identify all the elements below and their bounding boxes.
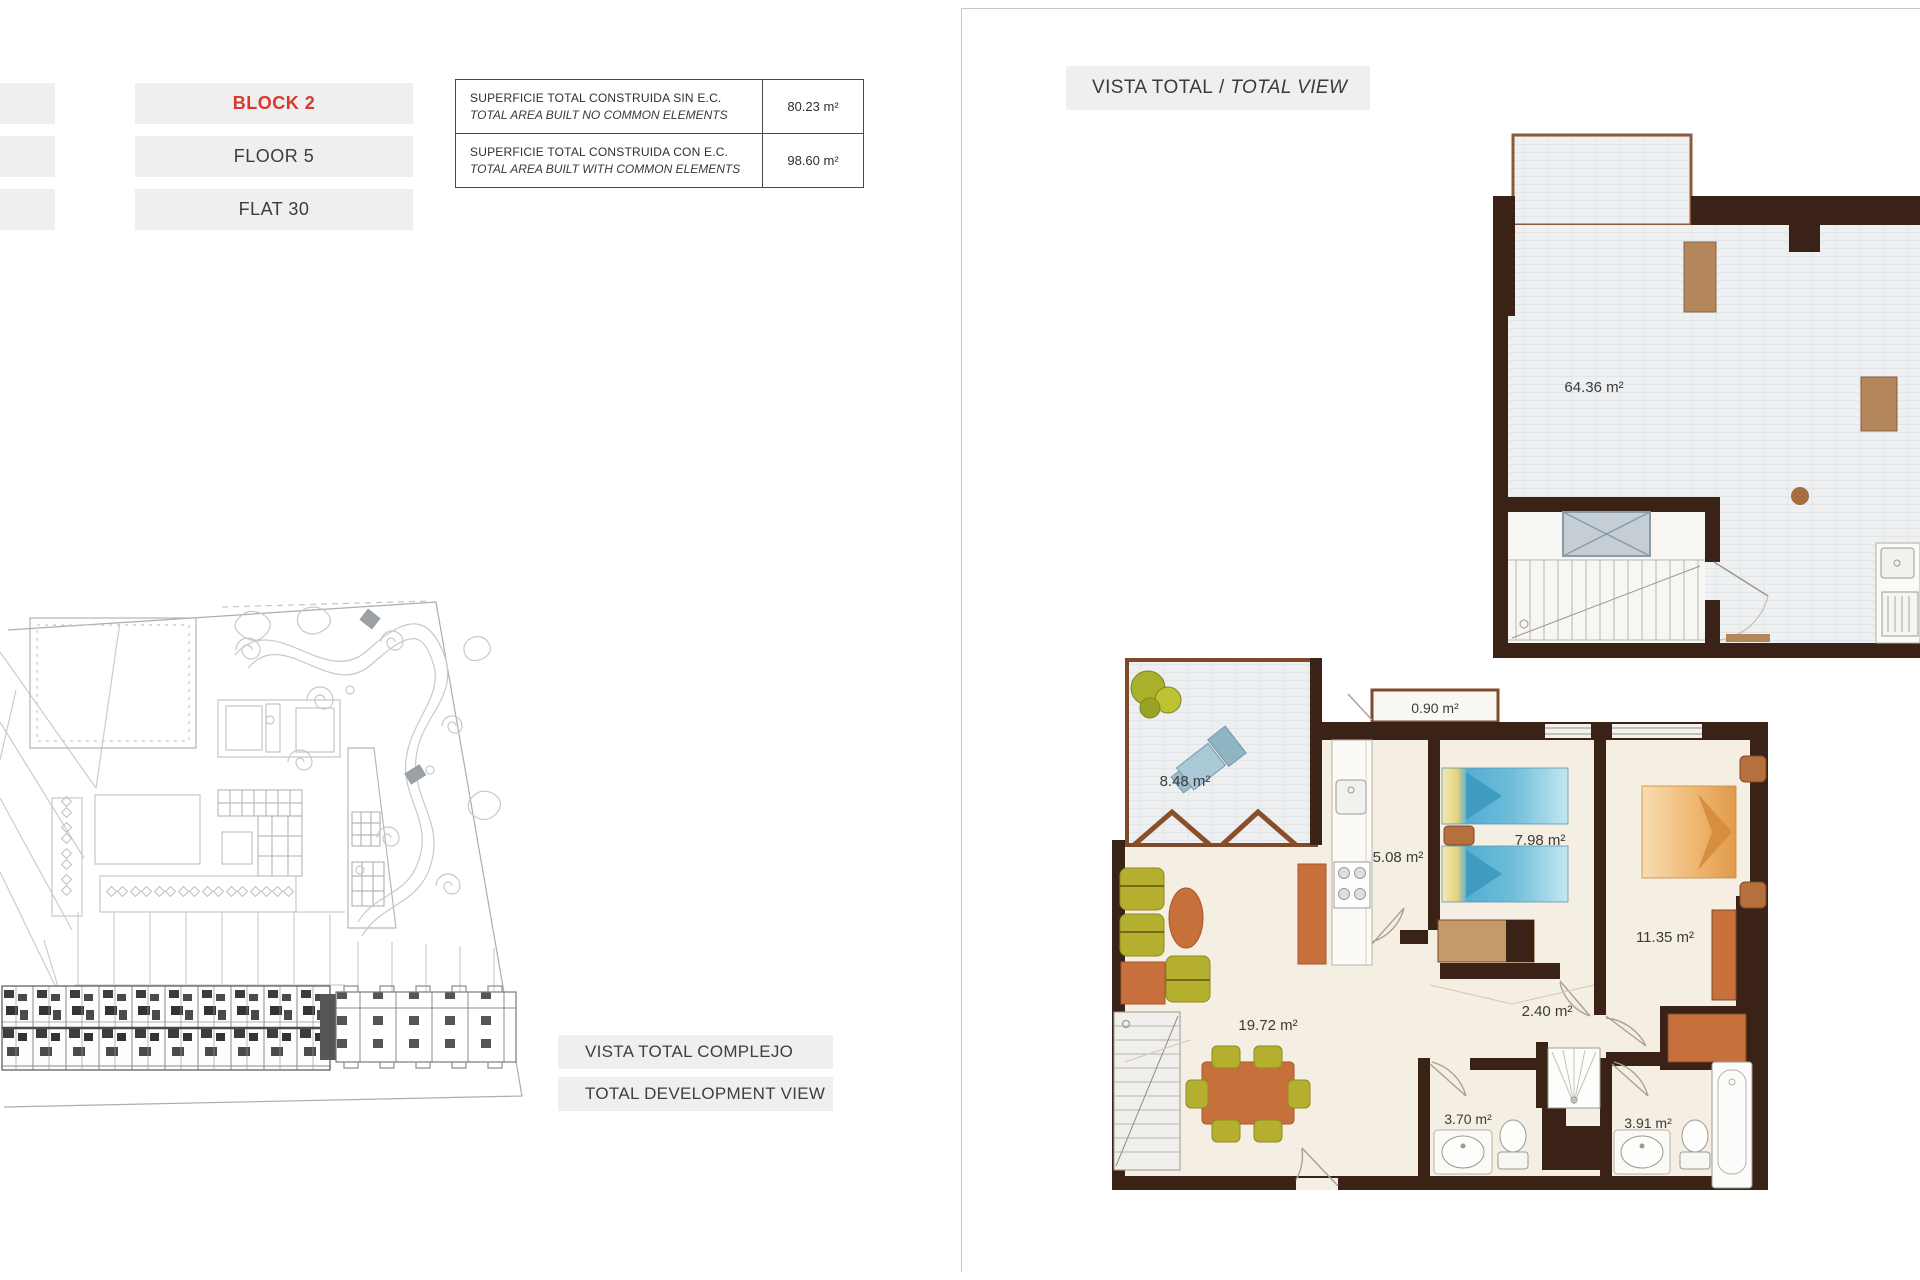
floor-label: FLOOR 5 — [233, 146, 315, 166]
dining-chair — [1254, 1046, 1282, 1068]
living-area-label: 19.72 m² — [1238, 1017, 1298, 1034]
sideboard — [1298, 864, 1326, 964]
dining-chair — [1212, 1046, 1240, 1068]
roof-terrace-plan — [1493, 135, 1920, 658]
dining-chair — [1288, 1080, 1310, 1108]
washbasin — [1442, 1136, 1484, 1168]
site-garden-swirls — [235, 607, 501, 936]
hall-area-label: 2.40 m² — [1521, 1003, 1573, 1020]
kitchen-area-label: 5.08 m² — [1372, 849, 1424, 866]
window — [1545, 724, 1702, 738]
coffee-table — [1169, 888, 1203, 948]
dining-chair — [1254, 1120, 1282, 1142]
site-structure — [348, 748, 396, 928]
dining-table — [1202, 1062, 1294, 1124]
rug — [1121, 962, 1165, 1004]
dining-chair — [1186, 1080, 1208, 1108]
bath2-area-label: 3.91 m² — [1624, 1115, 1672, 1131]
terrace-area-label: 8.48 m² — [1159, 773, 1211, 790]
dev-view-label-en: TOTAL DEVELOPMENT VIEW — [558, 1077, 833, 1111]
site-trellis — [218, 790, 302, 876]
staircase — [1114, 1012, 1180, 1170]
site-unit-rows — [2, 986, 516, 1070]
wardrobe — [1712, 910, 1736, 1000]
wardrobe — [1668, 1014, 1746, 1062]
washbasin — [1621, 1136, 1663, 1168]
site-plan — [0, 601, 522, 1107]
armchair — [1120, 914, 1164, 956]
area-label-es: SUPERFICIE TOTAL CONSTRUIDA CON E.C. — [470, 145, 729, 159]
roof-area-label: 64.36 m² — [1564, 379, 1624, 396]
area-label-en: TOTAL AREA BUILT NO COMMON ELEMENTS — [470, 108, 728, 122]
area-label-en: TOTAL AREA BUILT WITH COMMON ELEMENTS — [470, 162, 741, 176]
stove — [1334, 862, 1370, 908]
site-left-parcels — [0, 622, 120, 1000]
total-view-es: VISTA TOTAL — [1092, 77, 1214, 98]
single-bed — [1442, 768, 1568, 824]
dining-chair — [1212, 1120, 1240, 1142]
nightstand — [1740, 756, 1766, 782]
nightstand — [1740, 882, 1766, 908]
toilet — [1682, 1120, 1708, 1152]
bedroom2-area-label: 11.35 m² — [1635, 929, 1695, 946]
flat-label: FLAT 30 — [238, 199, 310, 219]
sink — [1336, 780, 1366, 814]
area-label-es: SUPERFICIE TOTAL CONSTRUIDA SIN E.C. — [470, 91, 722, 105]
toilet — [1500, 1120, 1526, 1152]
single-bed — [1442, 846, 1568, 902]
total-view-header: VISTA TOTAL / TOTAL VIEW — [1066, 66, 1370, 110]
dev-view-label-es: VISTA TOTAL COMPLEJO — [558, 1035, 833, 1069]
bedroom1-area-label: 7.98 m² — [1514, 832, 1566, 849]
bath1-area-label: 3.70 m² — [1444, 1111, 1492, 1127]
area-value: 80.23 m² — [762, 80, 863, 133]
main-floor-plan — [1112, 658, 1768, 1190]
nightstand — [1444, 826, 1474, 845]
armchair — [1120, 868, 1164, 910]
site-building — [95, 795, 200, 864]
site-pool — [30, 618, 196, 748]
kitchen-fixtures — [1332, 740, 1372, 965]
total-view-en: TOTAL VIEW — [1230, 77, 1348, 98]
block-label: BLOCK 2 — [232, 93, 316, 113]
area-value: 98.60 m² — [762, 134, 863, 187]
closet-area-label: 0.90 m² — [1411, 700, 1459, 716]
